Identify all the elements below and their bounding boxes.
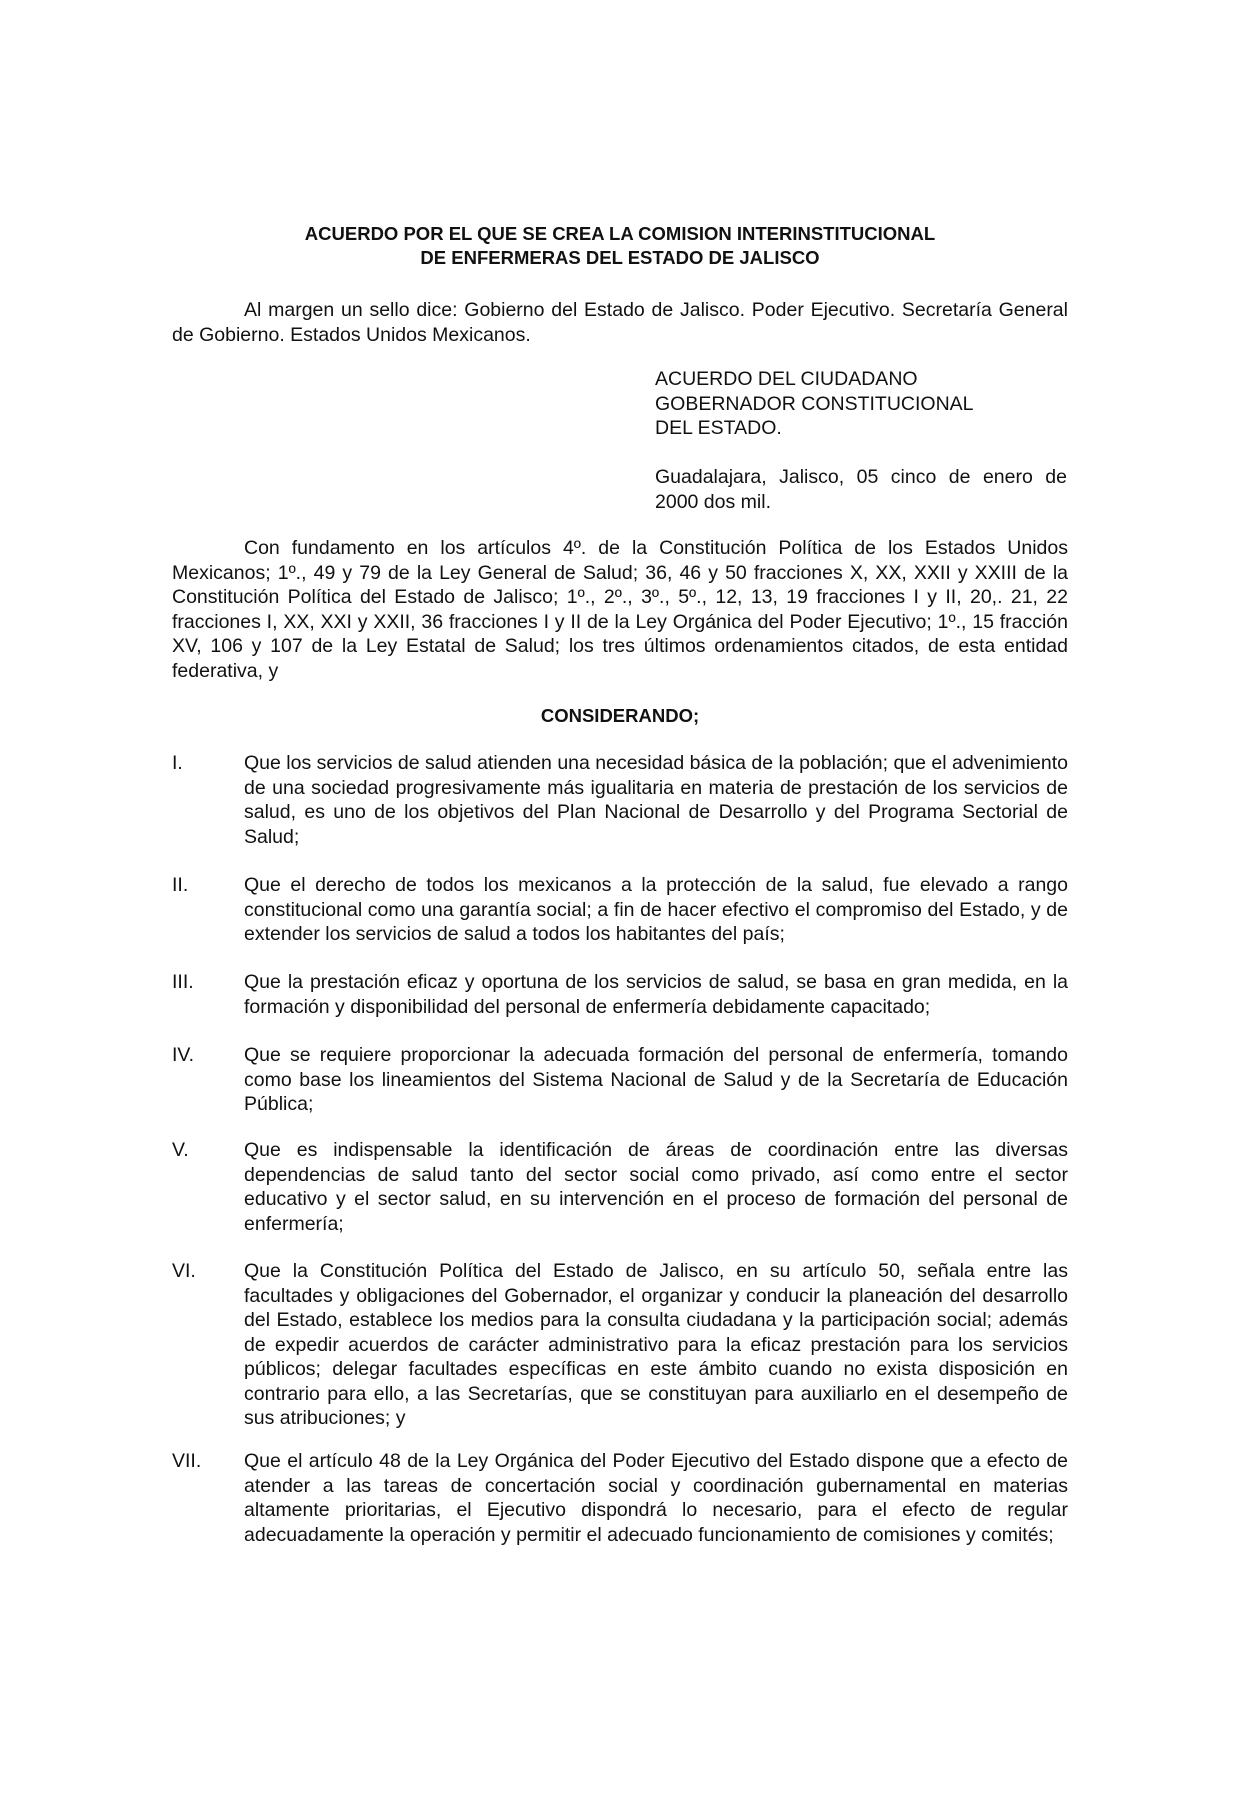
considerando-item xyxy=(172,751,1068,849)
considerando-number: V. xyxy=(172,1139,189,1161)
place-date: Guadalajara, Jalisco, 05 cinco de enero de 2000 dos mil. xyxy=(655,466,1067,513)
considerando-text: Que la Constitución Política del Estado de Jalisco, en su artículo 50, señala entre las facultades y obligaciones del Gobernador, el organizar y conducir la planeación del desarrollo del Estado, establece los medios para la consulta ciudadana y la participación social; además de expedir acuerdos de carácter administrativo para la eficaz prestación para los servicios públicos; delegar facultades específicas en este ámbito cuando no exista disposición en contrario para ello, a las Secretarías, que se constituyan para auxiliarlo en el desempeño de sus atribuciones; y xyxy=(244,1260,1068,1429)
considerando-number: VII. xyxy=(172,1450,202,1472)
considerando-item xyxy=(172,1043,1068,1117)
considerando-heading: CONSIDERANDO; xyxy=(540,705,700,726)
title-line-2: DE ENFERMERAS DEL ESTADO DE JALISCO xyxy=(420,247,820,268)
considerando-number: VI. xyxy=(172,1260,196,1282)
considerando-number: II. xyxy=(172,874,189,896)
agreement-header-line-3: DEL ESTADO. xyxy=(655,417,782,439)
considerando-text: Que la prestación eficaz y oportuna de los servicios de salud, se basa en gran medida, en la formación y disponibilidad del personal de enfermería debidamente capacitado; xyxy=(244,971,1068,1018)
considerando-text: Que el artículo 48 de la Ley Orgánica del Poder Ejecutivo del Estado dispone que a efecto de atender a las tareas de concertación social y coordinación gubernamental en materias altamente prioritarias, el Ejecutivo dispondrá lo necesario, para el efecto de regular adecuadamente la operación y permitir el adecuado funcionamiento de comisiones y comités; xyxy=(244,1450,1068,1546)
considerando-item xyxy=(172,873,1068,947)
considerando-text: Que es indispensable la identificación de áreas de coordinación entre las diversas dependencias de salud tanto del sector social como privado, así como entre el sector educativo y el sector salud, en su intervención en el proceso de formación del personal de enfermería; xyxy=(244,1139,1068,1235)
agreement-header-line-1: ACUERDO DEL CIUDADANO xyxy=(655,368,918,390)
agreement-header-line-2: GOBERNADOR CONSTITUCIONAL xyxy=(655,392,974,415)
legal-basis: Con fundamento en los artículos 4º. de la Constitución Política de los Estados Unidos Mexicanos; 1º., 49 y 79 de la Ley General de Salud; 36, 46 y 50 fracciones X, XX, XXII y XXIII de la Constitución Política del Estado de Jalisco; 1º., 2º., 3º., 5º., 12, 13, 19 fracciones I y II, 20,. 21, 22 fracciones I, XX, XXI y XXII, 36 fracciones I y II de la Ley Orgánica del Poder Ejecutivo; 1º., 15 fracción XV, 106 y 107 de la Ley Estatal de Salud; los tres últimos ordenamientos citados, de esta entidad federativa, y xyxy=(172,537,1068,682)
considerando-item xyxy=(172,1449,1068,1547)
considerando-text: Que se requiere proporcionar la adecuada formación del personal de enfermería, tomando como base los lineamientos del Sistema Nacional de Salud y de la Secretaría de Educación Pública; xyxy=(244,1044,1068,1115)
considerando-item xyxy=(172,1138,1068,1236)
considerando-number: IV. xyxy=(172,1044,195,1066)
considerando-item xyxy=(172,970,1068,1019)
considerando-text: Que el derecho de todos los mexicanos a la protección de la salud, fue elevado a rango constitucional como una garantía social; a fin de hacer efectivo el compromiso del Estado, y de extender los servicios de salud a todos los habitantes del país; xyxy=(244,874,1068,945)
considerando-number: I. xyxy=(172,752,183,774)
agreement-header xyxy=(655,367,1067,441)
margin-note: Al margen un sello dice: Gobierno del Estado de Jalisco. Poder Ejecutivo. Secretaría General de Gobierno. Estados Unidos Mexicanos. xyxy=(172,299,1068,346)
title-line-1: ACUERDO POR EL QUE SE CREA LA COMISION INTERINSTITUCIONAL xyxy=(304,223,936,244)
document-title xyxy=(172,222,1068,270)
considerando-item xyxy=(172,1259,1068,1431)
considerando-text: Que los servicios de salud atienden una necesidad básica de la población; que el advenimiento de una sociedad progresivamente más igualitaria en materia de prestación de los servicios de salud, es uno de los objetivos del Plan Nacional de Desarrollo y del Programa Sectorial de Salud; xyxy=(244,752,1068,848)
considerando-number: III. xyxy=(172,971,194,993)
